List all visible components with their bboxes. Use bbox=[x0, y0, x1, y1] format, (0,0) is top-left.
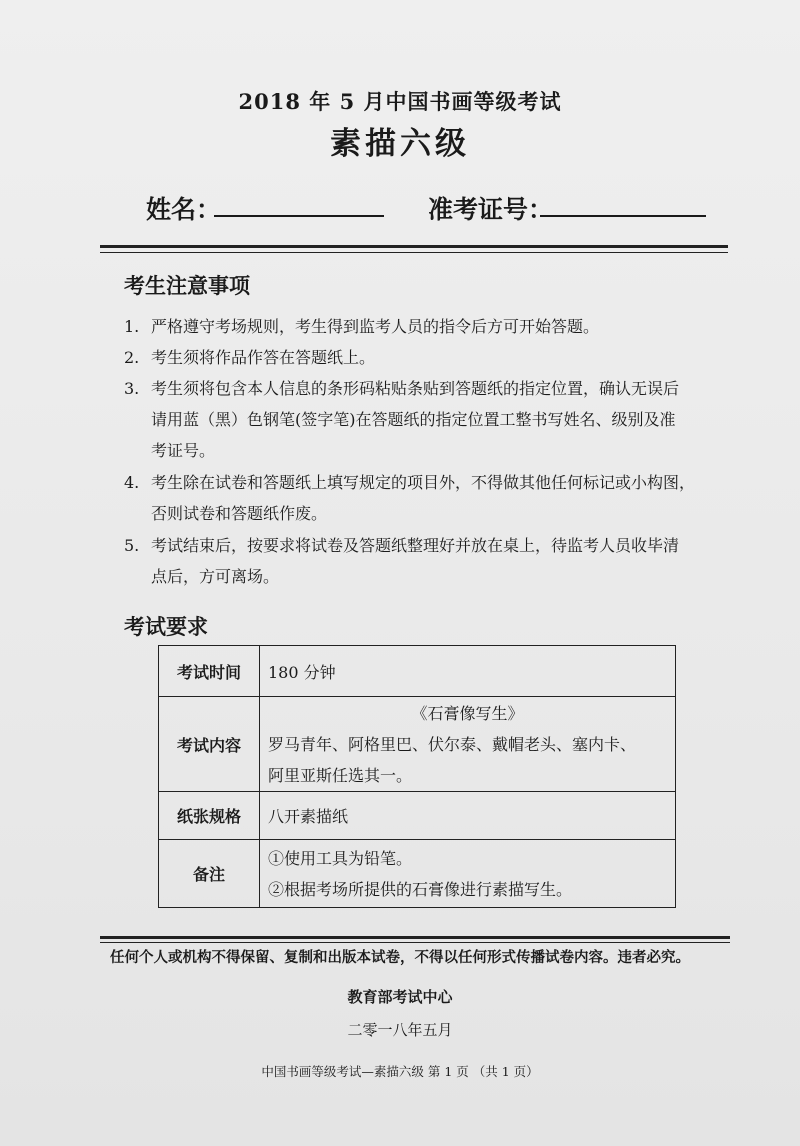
note-text: 考生须将包含本人信息的条形码粘贴条贴到答题纸的指定位置，确认无误后 bbox=[151, 379, 680, 398]
content-line: 罗马青年、阿格里巴、伏尔泰、戴帽老头、塞内卡、 bbox=[268, 734, 637, 754]
exam-session-title: 2018 年 5 月中国书画等级考试 bbox=[238, 89, 562, 114]
note-text: 否则试卷和答题纸作废。 bbox=[151, 504, 328, 523]
note-number: 5. bbox=[124, 536, 140, 555]
content-cell bbox=[260, 697, 676, 792]
name-label: 姓名： bbox=[146, 195, 222, 224]
copyright-notice: 任何个人或机构不得保留、复制和出版本试卷，不得以任何形式传播试卷内容。违者必究。 bbox=[110, 949, 690, 966]
content-line: 阿里亚斯任选其一。 bbox=[268, 765, 413, 785]
note-text: 考试结束后，按要求将试卷及答题纸整理好并放在桌上，待监考人员收毕清 bbox=[151, 536, 680, 555]
remarks-cell bbox=[260, 840, 676, 908]
exam-id-field[interactable] bbox=[540, 215, 706, 217]
content-title: 《石膏像写生》 bbox=[411, 703, 524, 723]
note-number: 1. bbox=[124, 317, 140, 336]
remark-line: ②根据考场所提供的石膏像进行素描写生。 bbox=[268, 879, 573, 899]
exam-id-label: 准考证号： bbox=[428, 195, 554, 224]
footer-divider-thick bbox=[100, 936, 730, 939]
note-text: 考证号。 bbox=[151, 441, 216, 460]
remark-line: ①使用工具为铅笔。 bbox=[268, 848, 413, 868]
note-text: 严格遵守考场规则，考生得到监考人员的指令后方可开始答题。 bbox=[151, 317, 600, 336]
note-item bbox=[124, 467, 704, 529]
note-number: 4. bbox=[124, 473, 140, 492]
table-row bbox=[159, 840, 676, 908]
paper-value: 八开素描纸 bbox=[260, 792, 676, 840]
note-text: 考生除在试卷和答题纸上填写规定的项目外，不得做其他任何标记或小构图， bbox=[151, 473, 696, 492]
note-number: 2. bbox=[124, 348, 140, 367]
footer-divider-thin bbox=[100, 942, 730, 943]
remarks-label: 备注 bbox=[159, 840, 260, 908]
page-footer: 中国书画等级考试—素描六级 第 1 页 （共 1 页） bbox=[261, 1064, 539, 1079]
paper-label: 纸张规格 bbox=[159, 792, 260, 840]
table-row bbox=[159, 697, 676, 792]
note-item bbox=[124, 311, 704, 342]
note-item bbox=[124, 530, 704, 592]
requirements-heading: 考试要求 bbox=[124, 614, 208, 639]
note-item bbox=[124, 373, 704, 466]
header-divider-thin bbox=[100, 252, 728, 253]
time-label: 考试时间 bbox=[159, 646, 260, 697]
table-row bbox=[159, 646, 676, 697]
note-number: 3. bbox=[124, 379, 140, 398]
issuer: 教育部考试中心 bbox=[347, 988, 453, 1006]
header-divider-thick bbox=[100, 245, 728, 248]
exam-level-title: 素描六级 bbox=[330, 126, 470, 162]
note-item bbox=[124, 342, 704, 373]
content-label: 考试内容 bbox=[159, 697, 260, 792]
issue-date: 二零一八年五月 bbox=[347, 1021, 453, 1039]
note-text: 考生须将作品作答在答题纸上。 bbox=[151, 348, 376, 367]
note-text: 请用蓝（黑）色钢笔(签字笔)在答题纸的指定位置工整书写姓名、级别及准 bbox=[151, 410, 676, 429]
note-text: 点后，方可离场。 bbox=[151, 567, 280, 586]
name-field[interactable] bbox=[214, 215, 384, 217]
table-row bbox=[159, 792, 676, 840]
requirements-table bbox=[158, 645, 676, 908]
time-value: 180 分钟 bbox=[260, 646, 676, 697]
notes-heading: 考生注意事项 bbox=[124, 273, 250, 298]
